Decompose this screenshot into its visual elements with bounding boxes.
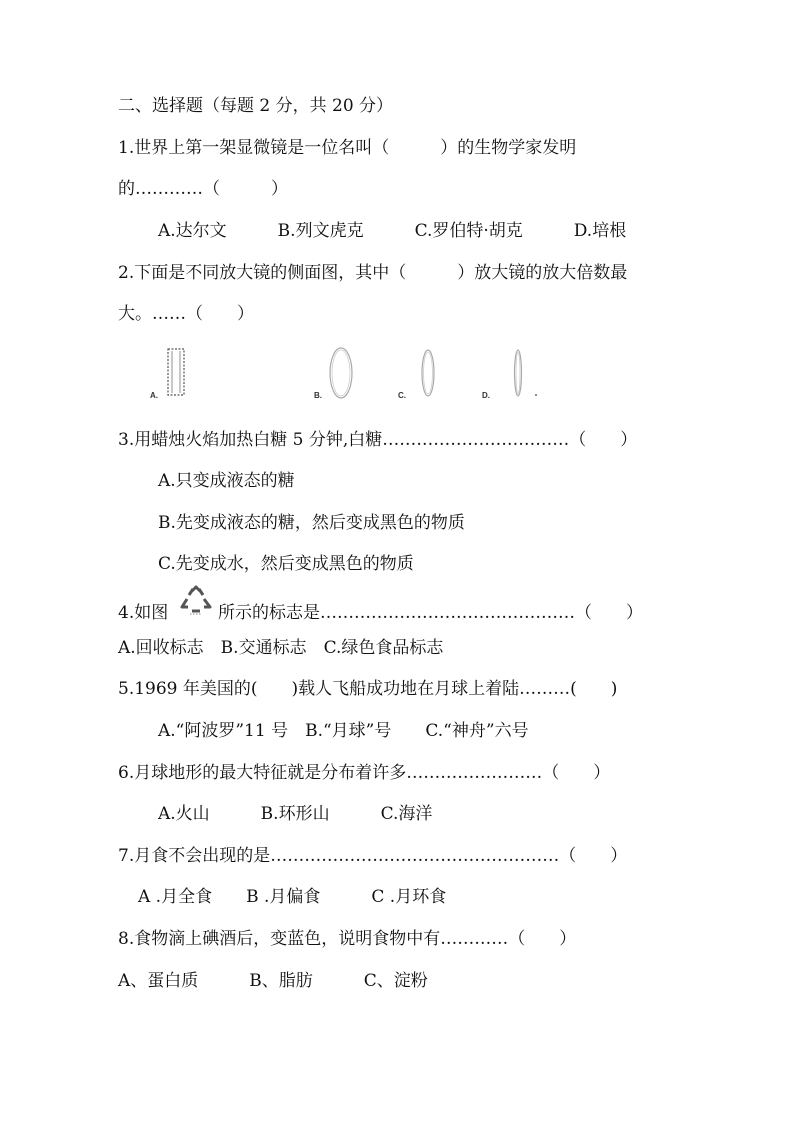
question-6-options: A.火山 B.环形山 C.海洋 (158, 804, 433, 824)
question-2-line-2: 大。……（ ） (118, 304, 254, 324)
question-8-stem: 8.食物滴上碘酒后，变蓝色，说明食物中有…………（ ） (118, 929, 577, 949)
question-3-stem: 3.用蜡烛火焰加热白糖 5 分钟,白糖……………………………（ ） (118, 430, 638, 450)
section-title: 二、选择题（每题 2 分，共 20 分） (118, 96, 394, 116)
lens-b-thick-icon (326, 345, 356, 401)
question-1-line-1: 1.世界上第一架显微镜是一位名叫（ ）的生物学家发明 (118, 138, 577, 158)
question-3-option-b: B.先变成液态的糖，然后变成黑色的物质 (158, 513, 465, 533)
question-7-options: A .月全食 B .月偏食 C .月环食 (138, 887, 447, 907)
question-1-line-2: 的…………（ ） (118, 179, 288, 199)
lens-a-flat-icon (166, 347, 188, 397)
question-4-options: A.回收标志 B.交通标志 C.绿色食品标志 (118, 638, 444, 658)
lens-label-b: B. (314, 391, 322, 400)
question-8-options: A、蛋白质 B、脂肪 C、淀粉 (118, 971, 428, 991)
dot-mark (534, 393, 538, 397)
question-6-stem: 6.月球地形的最大特征就是分布着许多……………………（ ） (118, 763, 611, 783)
lens-d-thin-icon (510, 347, 526, 401)
question-5-stem: 5.1969 年美国的( )载人飞船成功地在月球上着陆………( ) (118, 679, 618, 699)
lens-label-c: C. (398, 391, 406, 400)
question-1-options: A.达尔文 B.列文虎克 C.罗伯特·胡克 D.培根 (158, 221, 627, 241)
question-5-options: A.“阿波罗”11 号 B.“月球”号 C.“神舟”六号 (158, 721, 529, 741)
lens-label-a: A. (150, 391, 158, 400)
recycle-icon (178, 585, 214, 617)
question-4-prefix: 4.如图 (118, 603, 169, 623)
question-4-suffix: 所示的标志是………………………………………（ ） (218, 603, 643, 623)
lens-c-medium-icon (418, 347, 438, 401)
question-3-option-c: C.先变成水，然后变成黑色的物质 (158, 554, 414, 574)
question-7-stem: 7.月食不会出现的是……………………………………………（ ） (118, 846, 628, 866)
lens-label-d: D. (482, 391, 490, 400)
question-2-line-1: 2.下面是不同放大镜的侧面图，其中（ ）放大镜的放大倍数最 (118, 263, 628, 283)
question-3-option-a: A.只变成液态的糖 (158, 471, 295, 491)
lens-side-view-figure (148, 345, 568, 407)
